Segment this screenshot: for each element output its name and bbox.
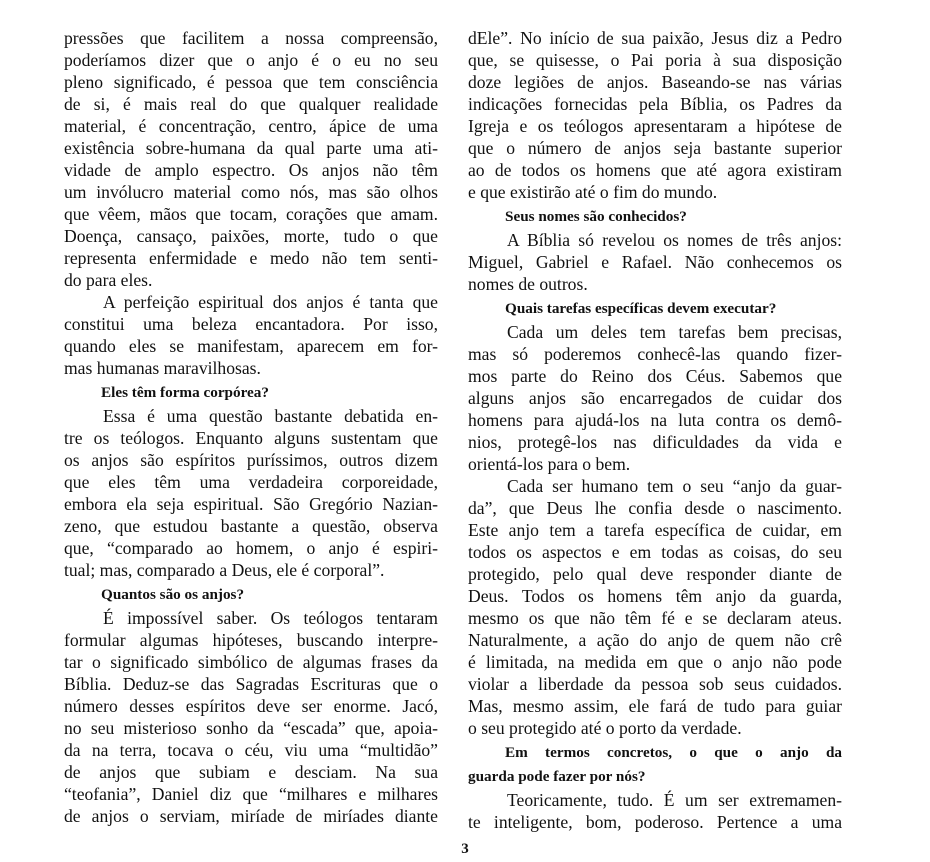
text-line: que, “comparado ao homem, o anjo é espiri- <box>64 538 438 558</box>
text-line: vidade de amplo espectro. Os anjos não têm <box>64 160 438 180</box>
text-line: número desses espíritos deve ser enorme. Jacó, <box>64 696 438 716</box>
text-line: doze legiões de anjos. Baseando-se nas várias <box>468 72 842 92</box>
text-line: indicações fornecidas pela Bíblia, os Padres da <box>468 94 842 114</box>
paragraph-last-line: do para eles. <box>64 270 153 290</box>
text-line: Doença, cansaço, paixões, morte, tudo o que <box>64 226 438 246</box>
text-line: de si, é mais real do que qualquer realidade <box>64 94 438 114</box>
paragraph-last-line: orientá-los para o bem. <box>468 454 631 474</box>
text-line: que o número de anjos seja bastante superior <box>468 138 842 158</box>
text-line: representa enfermidade e medo não tem senti- <box>64 248 438 268</box>
text-line: Igreja e os teólogos apresentaram a hipótese de <box>468 116 842 136</box>
paragraph-first-line: Essa é uma questão bastante debatida en- <box>103 406 438 426</box>
text-line: Deus. Todos os homens têm anjo da guarda, <box>468 586 842 606</box>
text-line: Miguel, Gabriel e Rafael. Não conhecemos os <box>468 252 842 272</box>
paragraph-first-line: A perfeição espiritual dos anjos é tanta que <box>103 292 438 312</box>
text-line: que vêem, mãos que tocam, corações que amam. <box>64 204 438 224</box>
text-line: mesmo os que não têm fé e se declaram ateus. <box>468 608 842 628</box>
text-line: “teofania”, Daniel diz que “milhares e milhares <box>64 784 438 804</box>
section-heading: Quantos são os anjos? <box>101 586 245 603</box>
text-line: Naturalmente, a ação do anjo de quem não crê <box>468 630 842 650</box>
text-line: poderíamos dizer que o anjo é o eu no seu <box>64 50 438 70</box>
text-line: protegido, pelo qual deve responder diante de <box>468 564 842 584</box>
paragraph-last-line: mas humanas maravilhosas. <box>64 358 261 378</box>
section-heading: Em termos concretos, o que o anjo da <box>505 744 842 761</box>
text-line: Mas, mesmo assim, ele fará de tudo para guiar <box>468 696 842 716</box>
paragraph-last-line: nomes de outros. <box>468 274 588 294</box>
text-line: da”, que Deus lhe confia desde o nascimento. <box>468 498 842 518</box>
text-line: material, é concentração, centro, ápice de uma <box>64 116 438 136</box>
text-line: todos os aspectos e em todas as coisas, do seu <box>468 542 842 562</box>
text-line: no seu misterioso sonho da “escada” que, apoia- <box>64 718 438 738</box>
page-number: 3 <box>461 841 469 857</box>
text-line: formular algumas hipóteses, buscando interpre- <box>64 630 438 650</box>
text-line: embora ela seja espiritual. São Gregório Nazian- <box>64 494 438 514</box>
text-line: existência sobre-humana da qual parte uma ati- <box>64 138 438 158</box>
text-line: é limitada, na medida em que o anjo não pode <box>468 652 842 672</box>
text-line: que eles têm uma verdadeira corporeidade, <box>64 472 438 492</box>
paragraph-first-line: Teoricamente, tudo. É um ser extremamen- <box>507 790 842 810</box>
text-line: ao de todos os homens que até agora existiram <box>468 160 842 180</box>
text-line: pleno significado, é pessoa que tem consciência <box>64 72 438 92</box>
left-text-column <box>64 27 438 827</box>
paragraph-last-line: o seu protegido até o porto da verdade. <box>468 718 742 738</box>
text-line: alguns anjos são encarregados de cuidar dos <box>468 388 842 408</box>
section-heading: Eles têm forma corpórea? <box>101 384 269 401</box>
text-line: tar o significado simbólico de algumas frases da <box>64 652 438 672</box>
text-line: pressões que facilitem a nossa compreensão, <box>64 28 438 48</box>
text-line: Este anjo tem a tarefa específica de cuidar, em <box>468 520 842 540</box>
section-heading-continuation: guarda pode fazer por nós? <box>468 768 646 785</box>
text-line: zeno, que estudou bastante a questão, observa <box>64 516 438 536</box>
text-line: mos parte do Reino dos Céus. Sabemos que <box>468 366 842 386</box>
section-heading: Quais tarefas específicas devem executar? <box>505 300 777 317</box>
text-line: quando eles se manifestam, aparecem em for- <box>64 336 438 356</box>
text-line: violar a liberdade da pessoa sob seus cuidados. <box>468 674 842 694</box>
text-line: te inteligente, bom, poderoso. Pertence a uma <box>468 812 842 832</box>
text-line: de anjos o serviam, miríade de miríades diante <box>64 806 438 826</box>
paragraph-first-line: Cada ser humano tem o seu “anjo da guar- <box>507 476 842 496</box>
text-line: da na terra, tocava o céu, viu uma “multidão” <box>64 740 438 760</box>
text-line: mas só poderemos conhecê-las quando fizer- <box>468 344 842 364</box>
text-line: de anjos que subiam e desciam. Na sua <box>64 762 438 782</box>
text-line: dEle”. No início de sua paixão, Jesus diz a Pedro <box>468 28 842 48</box>
section-heading: Seus nomes são conhecidos? <box>505 208 687 225</box>
paragraph-first-line: A Bíblia só revelou os nomes de três anjos: <box>507 230 842 250</box>
text-line: os anjos são espíritos puríssimos, outros dizem <box>64 450 438 470</box>
text-line: um invólucro material como nós, mas são olhos <box>64 182 438 202</box>
text-line: constitui uma beleza encantadora. Por isso, <box>64 314 438 334</box>
text-line: homens para ajudá-los na luta contra os demô- <box>468 410 842 430</box>
right-text-column <box>468 27 842 833</box>
text-line: nios, protegê-los nas dificuldades da vida e <box>468 432 842 452</box>
paragraph-last-line: tual; mas, comparado a Deus, ele é corporal”. <box>64 560 385 580</box>
paragraph-first-line: É impossível saber. Os teólogos tentaram <box>103 608 438 628</box>
text-line: que, se quisesse, o Pai poria à sua disposição <box>468 50 842 70</box>
paragraph-last-line: e que existirão até o fim do mundo. <box>468 182 718 202</box>
text-line: Bíblia. Deduz-se das Sagradas Escrituras que o <box>64 674 438 694</box>
text-line: tre os teólogos. Enquanto alguns sustentam que <box>64 428 438 448</box>
paragraph-first-line: Cada um deles tem tarefas bem precisas, <box>507 322 842 342</box>
